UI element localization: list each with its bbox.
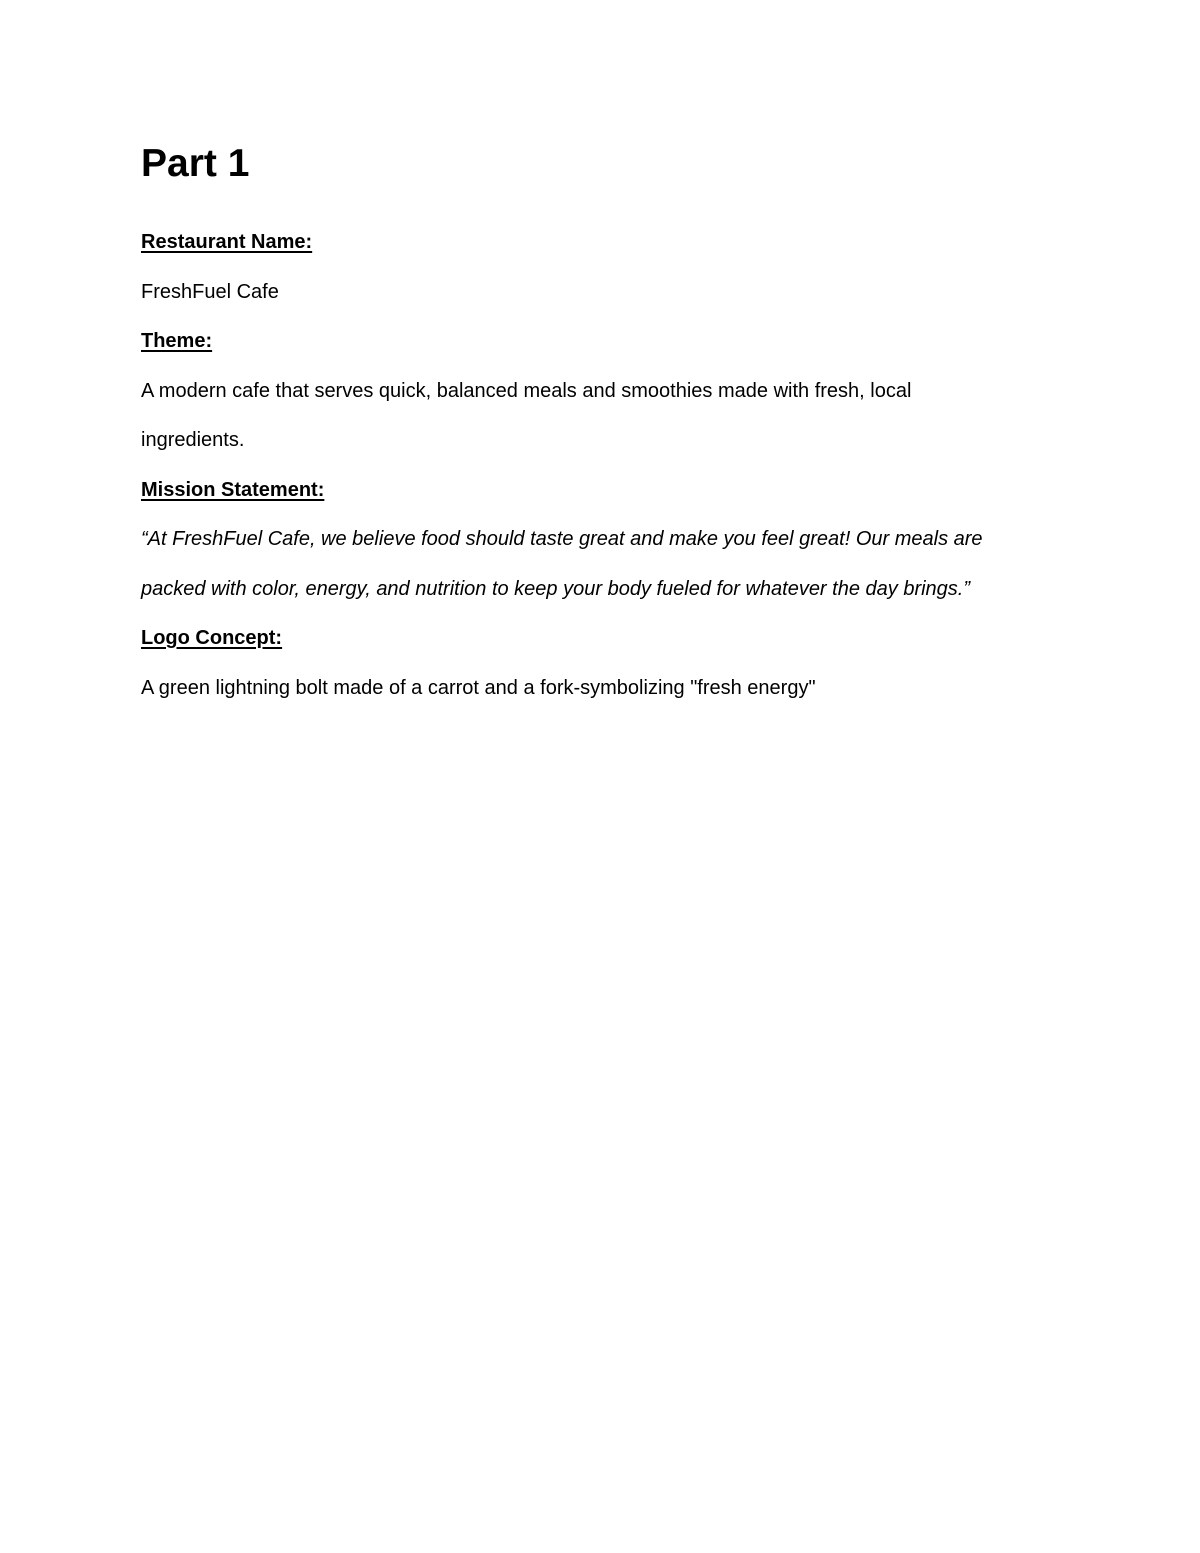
mission-statement-line-1: “At FreshFuel Cafe, we believe food should taste great and make you feel great! Our meals are xyxy=(141,528,983,550)
theme-line-2: ingredients. xyxy=(141,429,245,451)
restaurant-name-line-1: FreshFuel Cafe xyxy=(141,280,279,303)
restaurant-name-value xyxy=(141,268,1081,318)
logo-concept-line-1: A green lightning bolt made of a carrot and a fork-symbolizing "fresh energy" xyxy=(141,676,816,699)
mission-statement-text xyxy=(141,515,1081,614)
logo-concept-label: Logo Concept: xyxy=(141,627,283,649)
page-title: Part 1 xyxy=(141,142,250,185)
restaurant-name-label: Restaurant Name: xyxy=(141,231,313,253)
mission-statement-label: Mission Statement: xyxy=(141,478,325,501)
theme-line-1: A modern cafe that serves quick, balanced meals and smoothies made with fresh, local xyxy=(141,379,912,402)
mission-statement-line-2: packed with color, energy, and nutrition to keep your body fueled for whatever the day brings.” xyxy=(141,577,971,600)
document-content xyxy=(141,140,1081,713)
theme-text xyxy=(141,367,1081,466)
theme-label: Theme: xyxy=(141,330,213,352)
logo-concept-text xyxy=(141,664,1081,714)
